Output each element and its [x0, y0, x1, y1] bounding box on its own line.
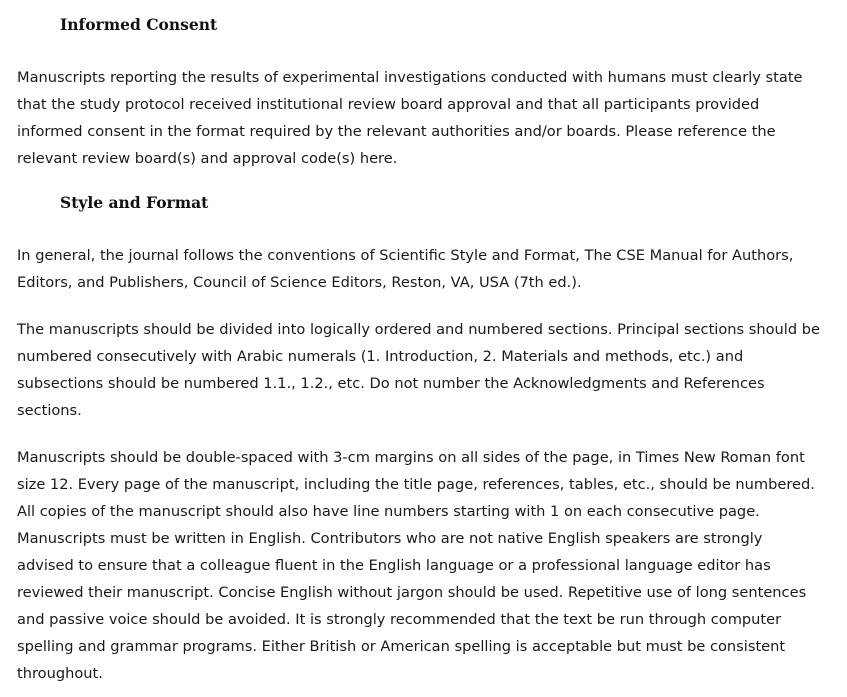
text-line: numbered consecutively with Arabic numerals (1. Introduction, 2. Materials and methods, etc.) and — [17, 348, 744, 365]
text-line: Editors, and Publishers, Council of Science Editors, Reston, VA, USA (7th ed.). — [17, 274, 582, 291]
paragraph-conventions — [17, 242, 845, 296]
text-line: Manuscripts should be double-spaced with 3-cm margins on all sides of the page, in Times New Roman font — [17, 449, 805, 466]
section-heading-style-and-format: Style and Format — [60, 193, 209, 212]
section-heading-informed-consent: Informed Consent — [60, 15, 218, 34]
paragraph-sections — [17, 316, 845, 424]
text-line: All copies of the manuscript should also have line numbers starting with 1 on each consecutive page. — [17, 503, 760, 520]
text-line: and passive voice should be avoided. It is strongly recommended that the text be run through computer — [17, 611, 782, 628]
text-line: that the study protocol received institutional review board approval and that all participants provided — [17, 96, 760, 113]
text-line: Manuscripts reporting the results of experimental investigations conducted with humans must clearly state — [17, 69, 803, 86]
text-line: Manuscripts must be written in English. Contributors who are not native English speakers are strongly — [17, 530, 763, 547]
text-line: The manuscripts should be divided into logically ordered and numbered sections. Principal sections should be — [17, 321, 821, 338]
text-line: size 12. Every page of the manuscript, including the title page, references, tables, etc., should be numbered. — [17, 476, 815, 493]
text-line: In general, the journal follows the conventions of Scientific Style and Format, The CSE Manual for Authors, — [17, 247, 794, 264]
paragraph-informed-consent — [17, 64, 845, 172]
text-line: throughout. — [17, 665, 103, 682]
text-line: subsections should be numbered 1.1., 1.2., etc. Do not number the Acknowledgments and References — [17, 375, 765, 392]
text-line: sections. — [17, 402, 82, 419]
text-line: informed consent in the format required by the relevant authorities and/or boards. Please reference the — [17, 123, 776, 140]
text-line: advised to ensure that a colleague fluent in the English language or a professional language editor has — [17, 557, 771, 574]
text-line: relevant review board(s) and approval code(s) here. — [17, 150, 398, 167]
text-line: reviewed their manuscript. Concise English without jargon should be used. Repetitive use of long sentences — [17, 584, 807, 601]
paragraph-manuscript-format — [17, 444, 845, 687]
text-line: spelling and grammar programs. Either British or American spelling is acceptable but must be consistent — [17, 638, 786, 655]
